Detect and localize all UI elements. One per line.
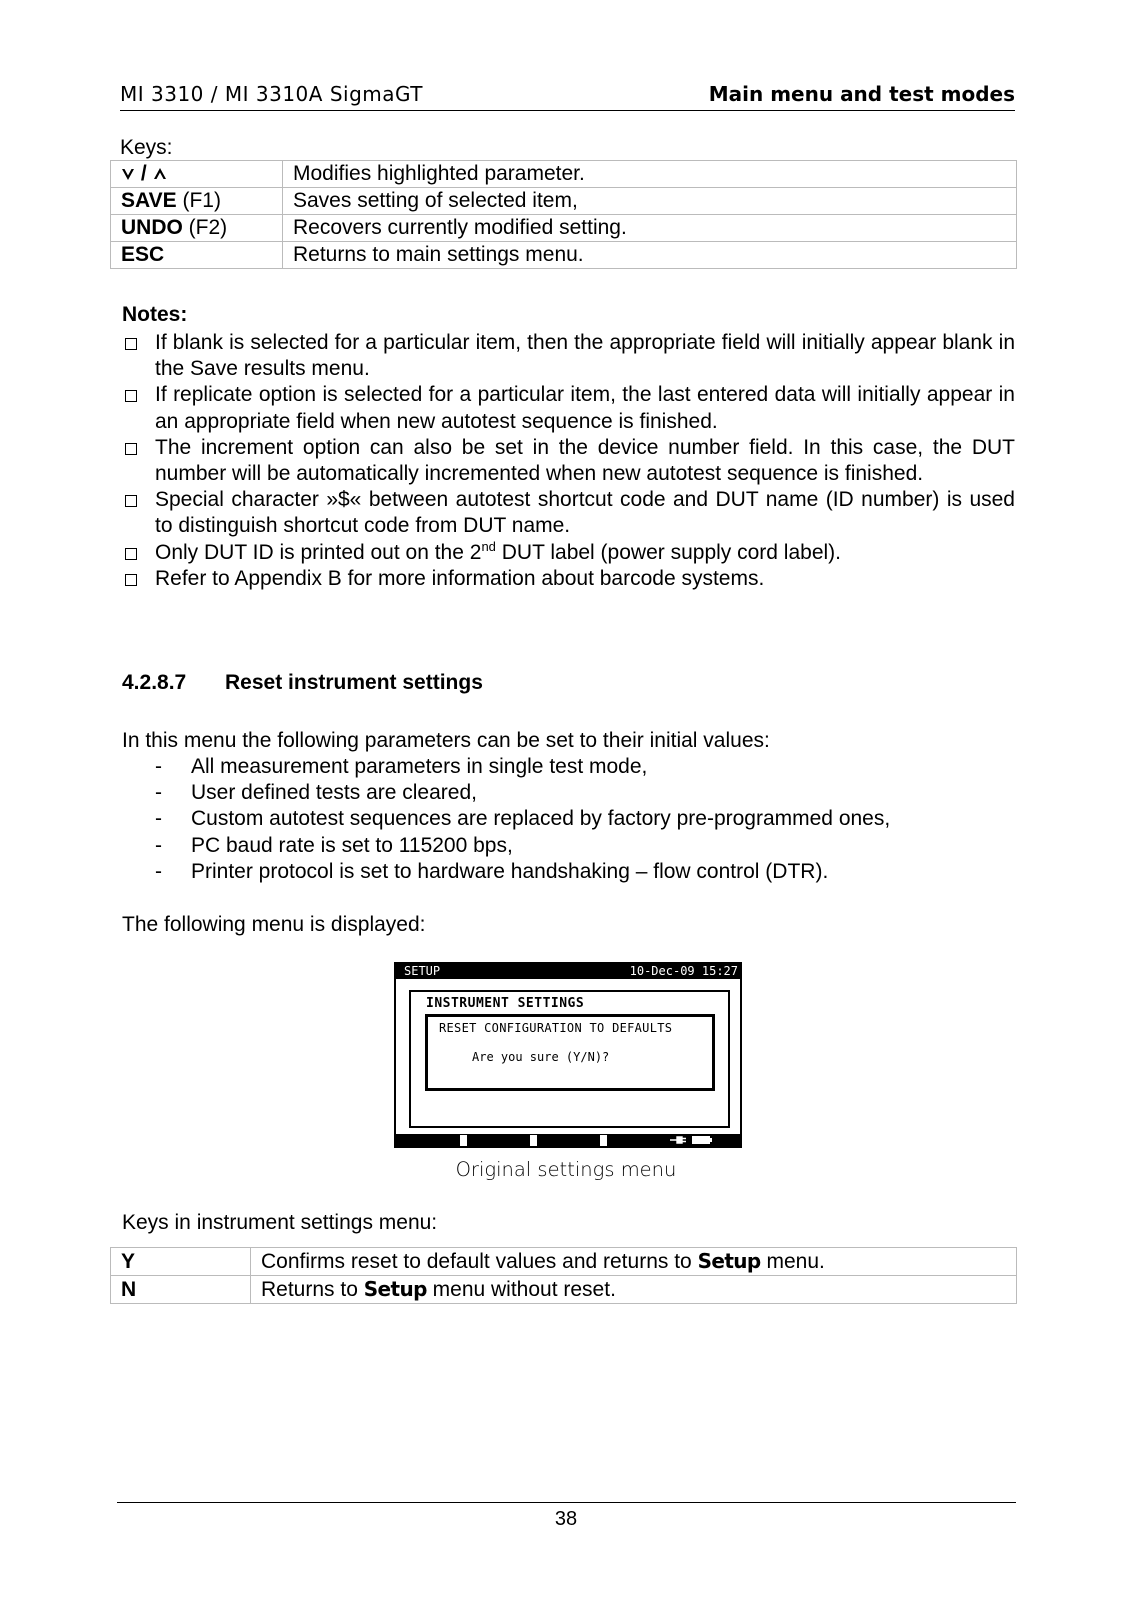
key-cell [111, 161, 283, 188]
screen-datetime: 10-Dec-09 15:27 [629, 964, 738, 978]
page-number: 38 [554, 1508, 578, 1530]
reset-items-list [150, 754, 890, 885]
list-item: Special character »$« between autotest shortcut code and DUT name (ID number) is used to distinguish shortcut code from DUT name. [122, 487, 1015, 539]
table-row [111, 161, 1017, 188]
key-description: Confirms reset to default values and returns to Setup menu. [251, 1248, 1017, 1276]
notes-title: Notes: [122, 303, 188, 326]
arrow-down-icon [121, 167, 135, 181]
instrument-screen [394, 962, 742, 1148]
footer-divider [117, 1502, 1016, 1503]
list-item: - Printer protocol is set to hardware handshaking – flow control (DTR). [155, 859, 829, 883]
function-key-marker [460, 1135, 467, 1146]
key-separator: / [140, 162, 147, 185]
checkbox-bullet-icon [125, 443, 137, 455]
page-header [120, 82, 1015, 111]
key-cell: SAVE (F1) [111, 188, 283, 215]
figure-caption: Original settings menu [455, 1158, 677, 1181]
function-key-bar [396, 1134, 740, 1146]
header-product: MI 3310 / MI 3310A SigmaGT [120, 82, 423, 106]
checkbox-bullet-icon [125, 338, 137, 350]
table-row [111, 1248, 1017, 1276]
checkbox-bullet-icon [125, 548, 137, 560]
following-text: The following menu is displayed: [122, 913, 426, 936]
function-key-marker [530, 1135, 537, 1146]
key-description: Saves setting of selected item, [283, 188, 1017, 215]
notes-list [122, 330, 1015, 592]
table-row [111, 188, 1017, 215]
key-cell: UNDO (F2) [111, 215, 283, 242]
instrument-keys-table [110, 1247, 1017, 1304]
arrow-up-icon [153, 167, 167, 181]
plug-icon [668, 1134, 714, 1146]
key-description: Modifies highlighted parameter. [283, 161, 1017, 188]
list-item: - Custom autotest sequences are replaced by factory pre-programmed ones, [155, 807, 891, 831]
table-row [111, 215, 1017, 242]
intro-text: In this menu the following parameters can be set to their initial values: [122, 729, 770, 752]
key-cell: Y [111, 1248, 251, 1276]
key-cell: ESC [111, 242, 283, 269]
list-item: If replicate option is selected for a particular item, the last entered data will initially appear in an appropriate field when new autotest sequence is finished. [122, 382, 1015, 434]
keys-table [110, 160, 1017, 269]
list-item: Refer to Appendix B for more information about barcode systems. [122, 566, 1015, 592]
key-cell: N [111, 1276, 251, 1304]
section-number: 4.2.8.7 [122, 671, 187, 694]
keys2-label: Keys in instrument settings menu: [122, 1211, 438, 1234]
function-key-marker [600, 1135, 607, 1146]
list-item: Only DUT ID is printed out on the 2nd DUT label (power supply cord label). [122, 540, 1015, 566]
screen-title-bar [396, 964, 740, 979]
section-title: Reset instrument settings [225, 671, 483, 694]
list-item: - User defined tests are cleared, [155, 781, 477, 805]
checkbox-bullet-icon [125, 495, 137, 507]
dialog-question: Are you sure (Y/N)? [472, 1050, 610, 1064]
key-description: Returns to main settings menu. [283, 242, 1017, 269]
keys-label: Keys: [120, 136, 173, 159]
screen-heading: INSTRUMENT SETTINGS [426, 996, 585, 1011]
list-item: - PC baud rate is set to 115200 bps, [155, 833, 513, 857]
list-item: The increment option can also be set in the device number field. In this case, the DUT number will be automatically incremented when new autotest sequence is finished. [122, 435, 1015, 487]
key-description: Returns to Setup menu without reset. [251, 1276, 1017, 1304]
key-description: Recovers currently modified setting. [283, 215, 1017, 242]
list-item: - All measurement parameters in single test mode, [155, 755, 648, 778]
list-item: If blank is selected for a particular item, then the appropriate field will initially appear blank in the Save results menu. [122, 330, 1015, 382]
checkbox-bullet-icon [125, 574, 137, 586]
header-chapter: Main menu and test modes [708, 82, 1015, 106]
checkbox-bullet-icon [125, 390, 137, 402]
table-row [111, 242, 1017, 269]
table-row [111, 1276, 1017, 1304]
screen-title: SETUP [404, 964, 441, 978]
dialog-title: RESET CONFIGURATION TO DEFAULTS [439, 1021, 673, 1035]
